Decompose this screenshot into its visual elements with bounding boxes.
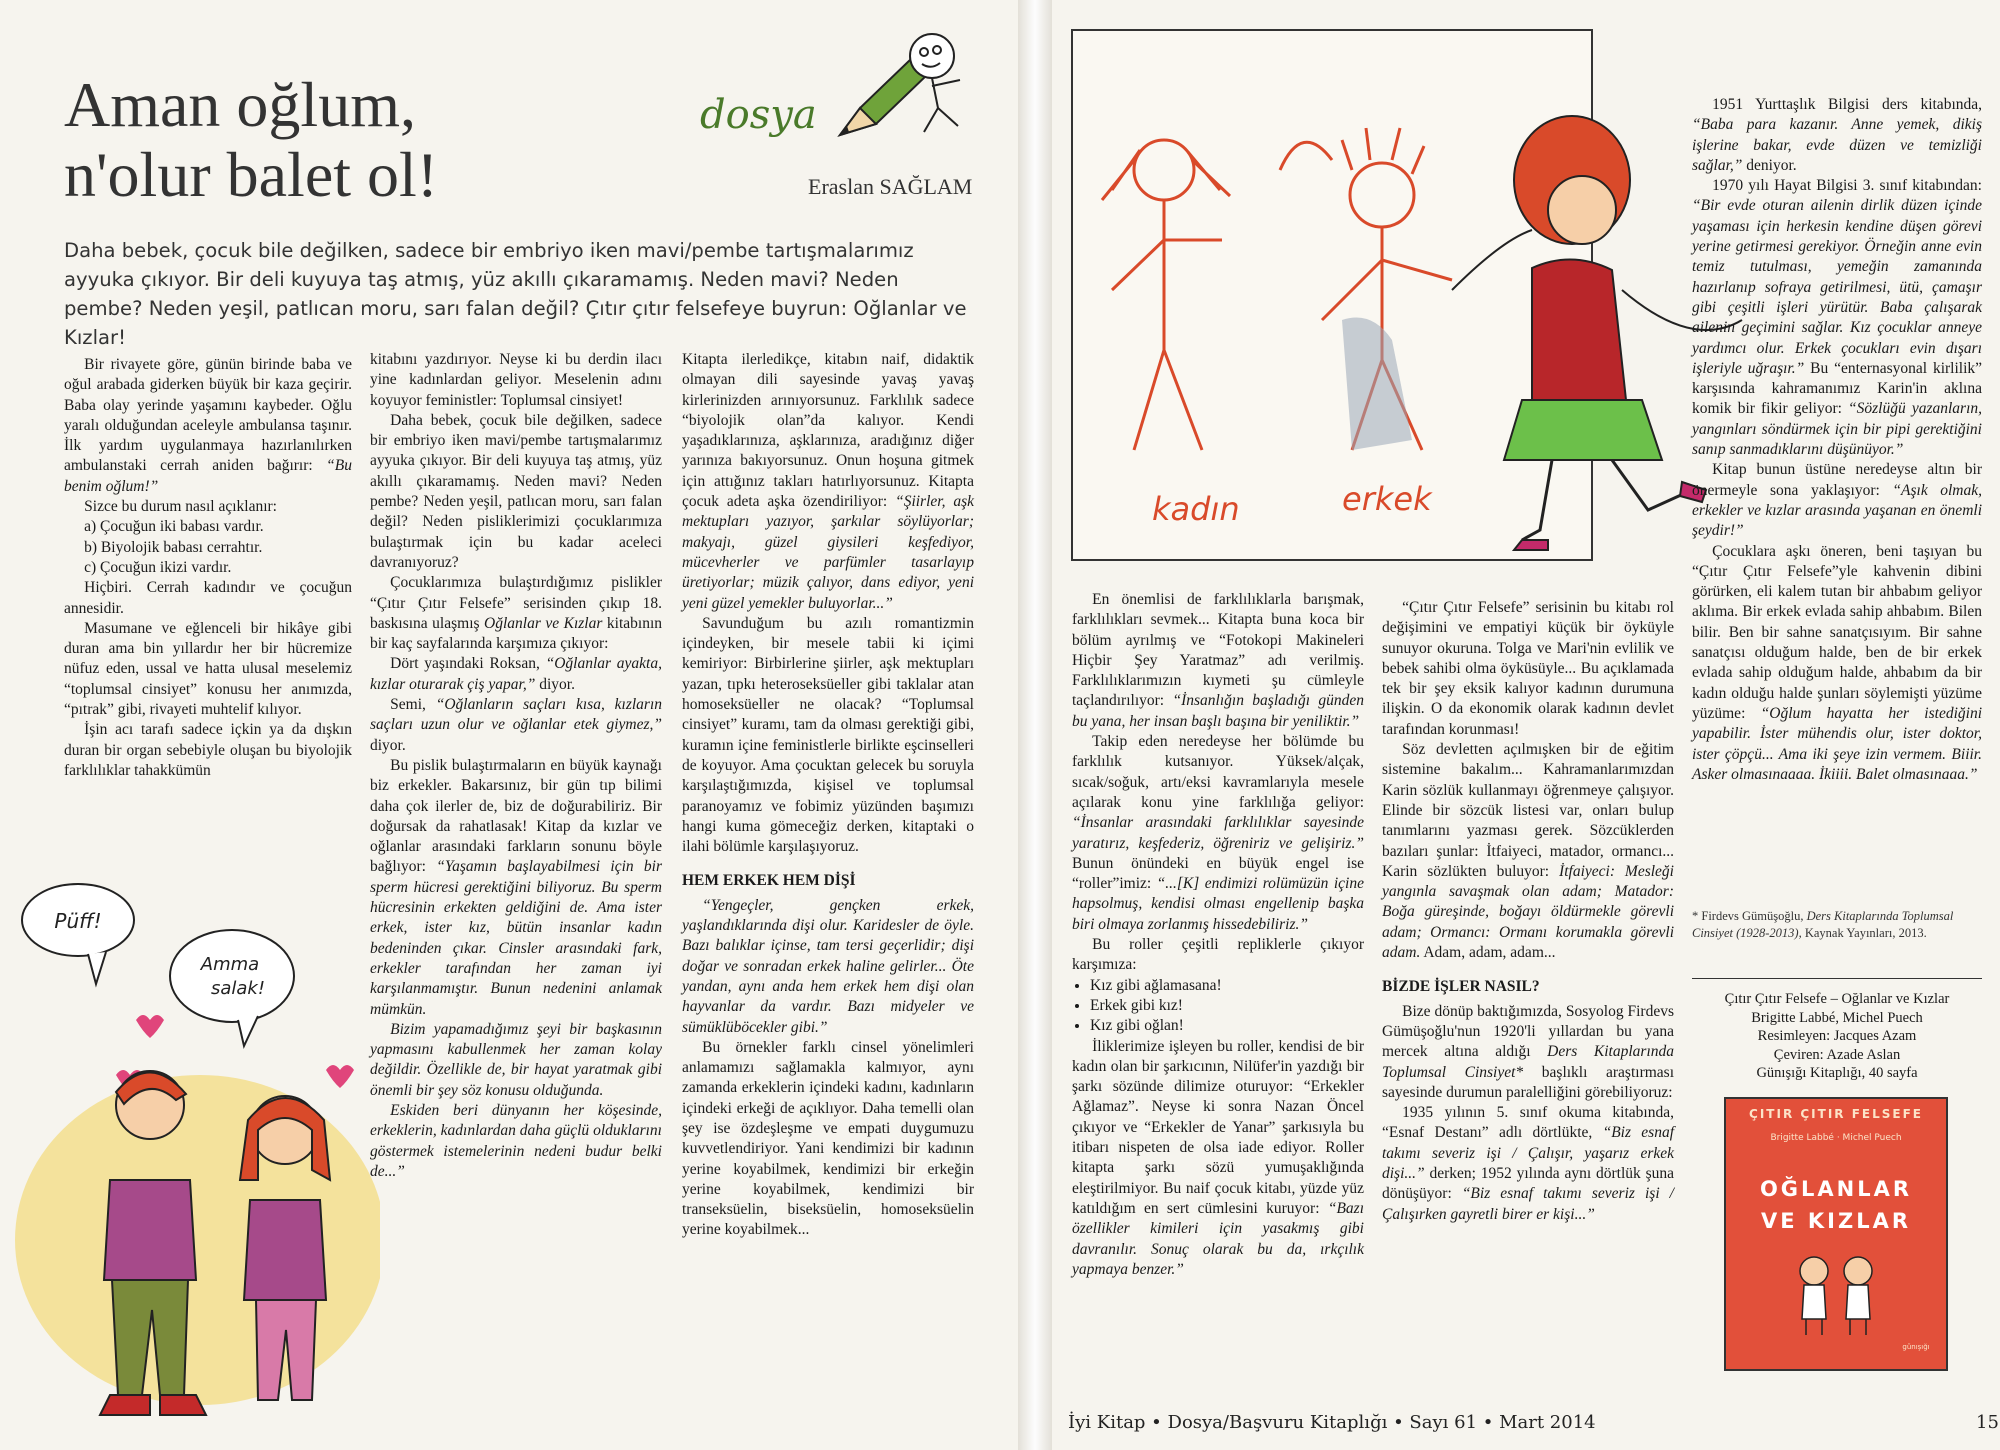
left-column-1 bbox=[64, 355, 352, 781]
article-title bbox=[64, 70, 438, 210]
paragraph: Bize dönüp baktığımızda, Sosyolog Firdevs Gümüşoğlu'nun 1920'li yıllardan bu yana mercek altına aldığı Ders Kitaplarında Toplumsal Cinsiyet* başlıklı araştırması sayesinde durumun paralelliğini görebiliyoruz: bbox=[1382, 1002, 1675, 1101]
answer-option: c) Çocuğun ikizi vardır. bbox=[84, 558, 232, 576]
paragraph: Bu roller çeşitli repliklerle çıkıyor karşımıza: bbox=[1072, 936, 1364, 974]
section-heading: BİZDE İŞLER NASIL? bbox=[1382, 978, 1540, 996]
paragraph: Eskiden beri dünyanın her köşesinde, erkeklerin, kadınlardan daha güçlü olduklarını göstermek istemelerinin nedeni budur belki de...” bbox=[370, 1101, 662, 1180]
footnote: * Firdevs Gümüşoğlu, Ders Kitaplarında Toplumsal Cinsiyet (1928-2013), Kaynak Yayınları, 2013. bbox=[1692, 909, 1954, 940]
paragraph: Çocuklara aşkı öneren, beni taşıyan bu “Çıtır Çıtır Felsefe”yle kahvenin dibini görürken, eli kalem tutan bir ahbabım geliyor aklıma. Bir erkek evlada sahip ahbabım. Bilen bilir. Ben bir sahne sanatçısıyım. Bir sahne sanatçısı olduğum halde, ben de bir erkek evlada sahip olduğum halde, ahbabım da bir kadın olduğu halde şunları söylemişti yüzüme yüzüme: “Oğlum hayatta her istediğini yapabilir. İster mühendis olur, ister doktor, ister çöpçü... Ama iki şeye izin vermem. Biiir. Asker olmasınaaaa. İkiiii. Balet olmasınaaa.” bbox=[1692, 542, 1983, 783]
paragraph: Sizce bu durum nasıl açıklanır: bbox=[84, 498, 277, 516]
label-woman: kadın bbox=[1152, 490, 1240, 528]
paragraph: İşin acı tarafı sadece içkin ya da dışkın duran bir organ sebebiyle oluşan bu biyolojik farklılıklar tahakkümün bbox=[64, 721, 352, 779]
paragraph: Masumane ve eğlenceli bir hikâye gibi duran ama bin yıllardır her bir hücremize nüfuz eden, ussal ve hatta ulusal meselemiz “toplumsal cinsiyet” konusu her anımızda, “pıtrak” gibi, rivayeti muhtelif kılıyor. bbox=[64, 619, 352, 719]
page-number: 15 bbox=[1976, 1412, 1999, 1433]
author-byline: Eraslan SAĞLAM bbox=[808, 174, 973, 199]
right-column-2 bbox=[1382, 598, 1674, 1225]
right-page bbox=[1052, 0, 2000, 1450]
paragraph: 1935 yılının 5. sınıf okuma kitabında, “Esnaf Destanı” adlı dörtlükte, “Biz esnaf takımı severiz işi / Çalışır, yaşarız erkek dişi...” derken; 1952 yılında aynı dörtlük şuna dönüşüyor: “Biz esnaf takımı severiz işi / Çalışırken gayretli birer er kişi...” bbox=[1382, 1104, 1674, 1223]
paragraph: Bu pislik bulaştırmaların en büyük kaynağı biz erkekler. Bakarsınız, bir gün tıp bilimi daha çok ilerler de, biz de doğurabiliriz. Bir doğursak da rahatlasak! Kitap da kızlar ve oğlanlar arasındaki farkların sonunu böyle bağlıyor: “Yaşamın başlayabilmesi için bir sperm hücresi gerektiğini biliyoruz. Bu sperm hücresinin erkekten geldiğini de. Ama ister erkek, ister kız, bütün insanlar kadın bedeninden çıkar. Cinsler arasındaki fark, erkekler tarafından her zaman iyi karşılanmamıştır. Bunun nedenini anlamak mümkün. bbox=[370, 756, 662, 1018]
paragraph: Kitapta ilerledikçe, kitabın naif, didaktik olmayan dili sayesinde yavaş yavaş kirlerinizden arınıyorsunuz. Farklılık sadece “biyolojik olan”da kalıyor. Kendi yaşadıklarınıza, aşklarınıza, aradığınız diğer yarınıza bakıyorsunuz. Onun hoşuna gitmek için attığınız takları hatırlıyorsunuz. Kitapta çocuk adeta aşka özendiriliyor: “Şiirler, aşk mektupları yazıyor, şarkılar söylüyorlar; makyajı, güzel giysileri keşfediyor, mücevherler ve parfümler tasarlayıp üretiyorlar; müzik çalıyor, dans ediyor, yeni yeni güzel yemekler buluyorlar...” bbox=[682, 351, 974, 612]
paragraph: Çocuklarımıza bulaştırdığımız pislikler “Çıtır Çıtır Felsefe” serisinden çıkıp 18. baskısına ulaşmış Oğlanlar ve Kızlar kitabının bir kaç sayfalarında karşımıza çıkıyor: bbox=[370, 574, 663, 653]
paragraph: Savunduğum bu azılı romantizmin içindeyken, bir mesele tabii ki içimi kemiriyor: Birbirlerine şiirler, aşk mektupları yazan, tıpkı heteroseksüeller gibi taklalar atan homoseksüeller ne olacak? “Toplumsal cinsiyet” kuramı, tam da olması gerektiği gibi, kuramın içine feministlerle birlikte eşcinselleri de koyuyor. Ama çocuktan gelecek bu soruyla karşılaştığımızda, kişisel ve toplumsal paranoyamız ve fobimiz yüzünden başımızı hangi kuma gömeceğiz derken, kitaptaki o ilahi bölümle karşılaşıyoruz. bbox=[682, 614, 974, 856]
title-line-1: Aman oğlum, bbox=[64, 69, 416, 140]
divider bbox=[1692, 978, 1982, 979]
cover-authors: Brigitte Labbé · Michel Puech bbox=[1770, 1133, 1902, 1143]
role-list bbox=[1072, 976, 1364, 1037]
footer-folio: İyi Kitap • Dosya/Başvuru Kitaplığı • Sayı 61 • Mart 2014 bbox=[1068, 1412, 1596, 1433]
title-line-2: n'olur balet ol! bbox=[64, 139, 439, 210]
label-man: erkek bbox=[1342, 480, 1432, 518]
page-gutter bbox=[1018, 0, 1052, 1450]
paragraph: Dört yaşındaki Roksan, “Oğlanlar ayakta, kızlar oturarak çiş yapar,” diyor. bbox=[370, 655, 662, 693]
paragraph: Daha bebek, çocuk bile değilken, sadece bir embriyo iken mavi/pembe tartışmalarımız ayyuka çıkıyor. Bir deli kuyuya taş atmış, yüz akıllı çıkaramamış. Neden mavi? Neden pembe? Neden yeşil, patlıcan moru, sarı falan değil? Neden pisliklerimizi çocuklarımıza bulaştırmak için bu kadar aceleci davranıyoruz? bbox=[370, 411, 662, 571]
book-info bbox=[1692, 990, 1982, 1083]
kadin-erkek-illustration bbox=[1052, 20, 1752, 590]
cover-publisher-logo: günışığı bbox=[1902, 1343, 1930, 1351]
answer-option: b) Biyolojik babası cerrahtır. bbox=[84, 538, 263, 556]
cover-series: ÇITIR ÇITIR FELSEFE bbox=[1749, 1107, 1923, 1121]
paragraph: 1970 yılı Hayat Bilgisi 3. sınıf kitabından: “Bir evde oturan ailenin dirlik düzen içinde yaşaması için herkesin kendine düşen görevi yerine getirmesi gerekiyor. Örneğin anne evin temiz tutulması, yemeğin zamanında hazırlanıp sofraya getirilmesi, ütü, çamaşır gibi çeşitli işleri yürütür. Baba çalışarak ailenin geçimini sağlar. Kız çocuklar anneye yardımcı olur. Erkek çocukları evin dışarı işleriyle uğraşır.” Bu “enternasyonal kirlilik” karşısında kahramanımız Karin'in aklına komik bir fikir geliyor: “Sözlüğü yazanların, yangınları söndürmek için bir pipi gerektiğini sanıp sanmadıklarını düşünüyor.” bbox=[1692, 177, 1983, 459]
speech-bubble-2-line-1: Amma bbox=[200, 954, 260, 975]
cover-title-line-1: OĞLANLAR bbox=[1759, 1177, 1913, 1201]
answer-option: a) Çocuğun iki babası vardır. bbox=[84, 518, 264, 536]
right-column-1 bbox=[1072, 590, 1364, 1280]
book-info-illustrator: Resimleyen: Jacques Azam bbox=[1757, 1028, 1917, 1044]
paragraph: Takip eden neredeyse her bölümde bu farklılık kutsanıyor. Yüksek/alçak, sıcak/soğuk, artı/eksi kavramlarıyla mesele açılarak konu yine farklılığa geliyor: “İnsanlar arasındaki farklılıklar sayesinde yaratırız, keşfederiz, öğreniriz ve gelişiriz.” Bunun önündeki en büyük engel ise “roller”imiz: “...[K] endimizi rolümüzün içine hapsolmuş, kendisi olması engellenip başka biri olmaya zorlanmış hissedebiliriz.” bbox=[1072, 733, 1364, 933]
heart-icon bbox=[326, 1065, 354, 1088]
paragraph: “Çıtır Çıtır Felsefe” serisinin bu kitabı rol değişimini ve empatiyi küçük bir öyküyle sunuyor okuruna. Tolga ve Mari'nin evlilik ve bebek sahibi olma öyküsüyle... Bu açıklamada tek bir şey eksik kalıyor kadının durumuna ilişkin. O da ekonomik olarak kadının devlet tarafından korunması! bbox=[1382, 599, 1674, 738]
pencil-character-icon bbox=[820, 20, 980, 150]
right-column-3 bbox=[1692, 95, 1982, 785]
lead-paragraph: Daha bebek, çocuk bile değilken, sadece bir embriyo iken mavi/pembe tartışmalarımız ayyuka çıkıyor. Bir deli kuyuya taş atmış, yüz akıllı çıkaramamış. Neden mavi? Neden pembe? Neden yeşil, patlıcan moru, sarı falan değil? Çıtır çıtır felsefeye buyrun: Oğlanlar ve Kızlar! bbox=[64, 239, 967, 349]
book-info-title: Çıtır Çıtır Felsefe – Oğlanlar ve Kızlar bbox=[1724, 991, 1950, 1007]
paragraph: Bir rivayete göre, günün birinde baba ve oğul arabada giderken büyük bir kaza geçirir. Baba olay yerinde yaşamını kaybeder. Oğlu yaralı olduğundan aceleyle ambulansa taşınır. İlk yardım uygulanmaya hazırlanılırken ambulanstaki cerrah aniden bağırır: “Bu benim oğlum!” bbox=[64, 356, 353, 495]
book-info-authors: Brigitte Labbé, Michel Puech bbox=[1751, 1009, 1923, 1026]
paragraph: Söz devletten açılmışken bir de eğitim sistemine bakalım... Kahramanlarımızdan Karin sözlük kullanmayı öğrenmeye çalışıyor. Elinde bir sözcük listesi var, onları bulup tanımlarını yazması gerek. Sözcüklerden bazıları şunlar: İtfaiyeci, matador, ormancı... Karin sözlükten buluyor: İtfaiyeci: Mesleği yangınla savaşmak olan adam; Matador: Boğa güreşinde, boğayı öldürmekle görevli adam; Ormancı: Ormanı korumakla görevli adam. Adam, adam, adam... bbox=[1382, 741, 1674, 962]
speech-bubble-2-line-2: salak! bbox=[210, 978, 266, 999]
section-heading: HEM ERKEK HEM DİŞİ bbox=[682, 872, 856, 890]
left-column-2 bbox=[370, 350, 662, 1182]
speech-bubble-1: Püff! bbox=[54, 909, 102, 933]
list-item: • Kız gibi ağlamasana! bbox=[1090, 976, 1364, 996]
cover-title-line-2: VE KIZLAR bbox=[1760, 1209, 1912, 1233]
paragraph: 1951 Yurttaşlık Bilgisi ders kitabında, “Baba para kazanır. Anne yemek, dikiş işlerine bakar, evde düzen ve temizliği sağlar,” deniyor. bbox=[1692, 96, 1982, 174]
paragraph: kitabını yazdırıyor. Neyse ki bu derdin ilacı yine kadınlardan geliyor. Meselenin adını koyuyor feministler: Toplumsal cinsiyet! bbox=[370, 351, 662, 409]
book-info-translator: Çeviren: Azade Aslan bbox=[1773, 1046, 1901, 1063]
list-item: • Kız gibi oğlan! bbox=[1090, 1016, 1364, 1036]
paragraph: Semi, “Oğlanların saçları kısa, kızların saçları uzun olur ve oğlanlar etek giymez,” diyor. bbox=[370, 696, 663, 754]
paragraph: İliklerimize işleyen bu roller, kendisi de bir kadın olan bir şarkıcının, Nilüfer'in yazdığı bir şarkı sözünde dilimize oturuyor: “Erkekler Ağlamaz”. Neyse ki sonra Nazan Öncel çıkıyor ve “Erkekler de Yanar” şarkısıyla bu itibarı nispeten de olsa iade ediyor. Roller kitapta şarkı sözü yumuşaklığında eleştirilmiyor. Bu naif çocuk kitabı, yüzde yüz katıldığım en sert cümlesini kuruyor: “Bazı özellikler kimileri için yasakmış gibi davranılır. Sonuç olarak bu da, ırkçılık yapmaya benzer.” bbox=[1072, 1037, 1365, 1278]
kids-illustration bbox=[0, 880, 380, 1450]
heart-icon bbox=[136, 1015, 164, 1038]
cover-kids-icon bbox=[1776, 1249, 1896, 1339]
book-cover bbox=[1724, 1097, 1948, 1371]
paragraph: En önemlisi de farklılıklarla barışmak, farklılıkları sevmek... Kitapta buna koca bir bölüm ayrılmış ve “Fotokopi Makineleri Hiçbir Şey Yaratmaz” adı verilmiş. Farklılıklarımızın kıymeti şu cümleyle taçlandırılıyor: “İnsanlığın başladığı günden bu yana, her insan başlı başına bir yeniliktir.” bbox=[1072, 591, 1364, 730]
paragraph: Bu örnekler farklı cinsel yönelimleri anlamamızı sağlamakla kalmıyor, aynı zamanda erkeklerin içindeki kadını, kadınların içindeki erkeği de açıklıyor. Daha temelli olan şey ise özdeşleşme ve empati duygumuzu kuvvetlendiriyor. Yani kendimizi bir kadının yerine koyabilmek, kendimizi bir erkeğin yerine koyabilmek, kendimizi bir transeksüelin, biseksüelin, homoseksüelin yerine koyabilmek... bbox=[682, 1038, 974, 1239]
paragraph: Kitap bunun üstüne neredeyse altın bir önermeyle sona yaklaşıyor: “Aşık olmak, erkekler ve kızlar arasında yaşanan en önemli şeydir!” bbox=[1692, 461, 1983, 540]
left-column-3 bbox=[682, 350, 974, 1241]
paragraph: Hiçbiri. Cerrah kadındır ve çocuğun annesidir. bbox=[64, 579, 352, 617]
list-item: • Erkek gibi kız! bbox=[1090, 996, 1364, 1016]
paragraph: “Yengeçler, gençken erkek, yaşlandıklarında dişi olur. Karidesler de öyle. Bazı balıklar içinse, tam tersi geçerlidir; dişi doğar ve sonradan erkek haline gelirler... Öte yandan, aynı anda hem erkek hem dişi olan hayvanlar da vardır. Bazı midyeler ve sümüklüböcekler gibi.” bbox=[682, 896, 974, 1036]
book-info-publisher: Günışığı Kitaplığı, 40 sayfa bbox=[1756, 1065, 1918, 1081]
section-tag: dosya bbox=[700, 92, 817, 138]
paragraph: Bizim yapamadığımız şeyi bir başkasının yapmasını kabullenmek her zaman kolay değildir. Özellikle de, bir hayat yaratmak gibi önemli bir şey söz konusu olduğunda. bbox=[370, 1020, 662, 1099]
